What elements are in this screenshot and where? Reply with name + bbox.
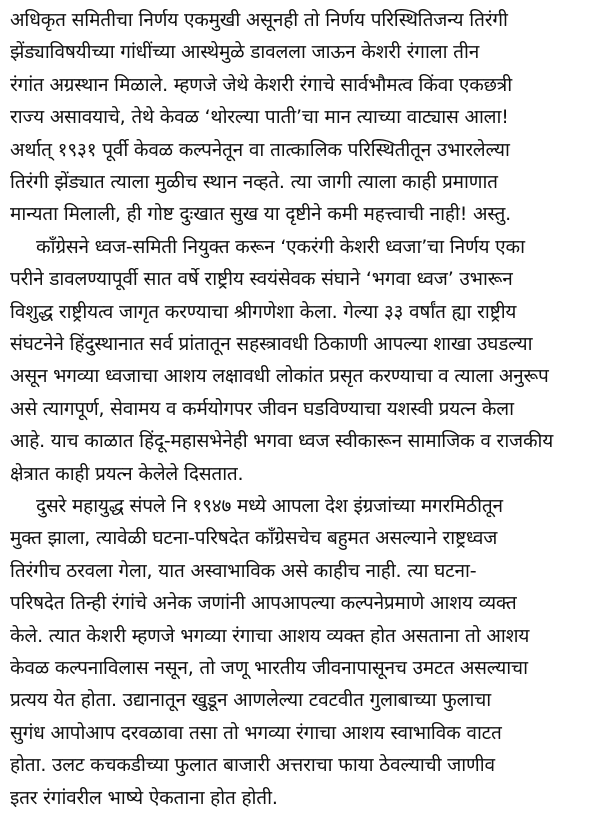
text-line: इतर रंगांवरील भाष्ये ऐकताना होत होती. xyxy=(10,786,278,809)
text-line: प्रत्यय येत होता. उद्यानातून खुडून आणलेल्या टवटवीत गुलाबाच्या फुलाचा xyxy=(10,689,491,712)
text-line: केले. त्यात केशरी म्हणजे भगव्या रंगाचा आशय व्यक्त होत असताना तो आशय xyxy=(10,624,530,647)
text-line: होता. उलट कचकडीच्या फुलात बाजारी अत्तराचा फाया ठेवल्याची जाणीव xyxy=(10,754,495,777)
text-line: राज्य असावयाचे, तेथे केवळ ‘थोरल्या पाती’चा मान त्याच्या वाट्यास आला! xyxy=(10,106,509,129)
text-line: संघटनेने हिंदुस्थानात सर्व प्रांतातून सहस्त्रावधी ठिकाणी आपल्या शाखा उघडल्या xyxy=(10,333,533,355)
text-line: क्षेत्रात काही प्रयत्न केलेले दिसतात. xyxy=(10,462,244,485)
text-line: सुगंध आपोआप दरवळावा तसा तो भगव्या रंगाचा आशय स्वाभाविक वाटत xyxy=(10,721,502,744)
text-line: विशुद्ध राष्ट्रीयत्व जागृत करण्याचा श्रीगणेशा केला. गेल्या ३३ वर्षांत ह्या राष्ट्रीय xyxy=(10,300,517,323)
text-line: तिरंगी झेंड्यात त्याला मुळीच स्थान नव्हते. त्या जागी त्याला काही प्रमाणात xyxy=(10,171,498,193)
text-line: तिरंगीच ठरवला गेला, यात अस्वाभाविक असे काहीच नाही. त्या घटना- xyxy=(10,559,477,582)
text-line: रंगांत अग्रस्थान मिळाले. म्हणजे जेथे केशरी रंगाचे सार्वभौमत्व किंवा एकछत्री xyxy=(10,73,512,96)
text-line: अधिकृत समितीचा निर्णय एकमुखी असूनही तो निर्णय परिस्थितिजन्य तिरंगी xyxy=(10,9,508,31)
text-line: असे त्यागपूर्ण, सेवामय व कर्मयोगपर जीवन घडविण्याचा यशस्वी प्रयत्न केला xyxy=(10,397,514,420)
text-line: दुसरे महायुद्ध संपले नि १९४७ मध्ये आपला देश इंग्रजांच्या मगरमिठीतून xyxy=(36,495,503,517)
text-line: केवळ कल्पनाविलास नसून, तो जणू भारतीय जीवनापासूनच उमटत असल्याचा xyxy=(10,657,528,679)
text-line: असून भगव्या ध्वजाचा आशय लक्षावधी लोकांत प्रसृत करण्याचा व त्याला अनुरूप xyxy=(10,365,549,388)
text-line: झेंड्याविषयीच्या गांधींच्या आस्थेमुळे डावलला जाऊन केशरी रंगाला तीन xyxy=(10,41,480,64)
text-line: परीने डावलण्यापूर्वी सात वर्षे राष्ट्रीय स्वयंसेवक संघाने ‘भगवा ध्वज’ उभारून xyxy=(10,268,513,291)
text-line: परिषदेत तिन्ही रंगांचे अनेक जणांनी आपआपल्या कल्पनेप्रमाणे आशय व्यक्त xyxy=(10,592,517,615)
text-line: आहे. याच काळात हिंदू-महासभेनेही भगवा ध्वज स्वीकारून सामाजिक व राजकीय xyxy=(10,430,554,453)
text-line: अर्थात् १९३१ पूर्वी केवळ कल्पनेतून वा तात्कालिक परिस्थितीतून उभारलेल्या xyxy=(10,138,510,161)
text-line: काँग्रेसने ध्वज-समिती नियुक्त करून ‘एकरंगी केशरी ध्वजा’चा निर्णय एका xyxy=(36,235,525,258)
text-line: मुक्त झाला, त्यावेळी घटना-परिषदेत काँग्रेसचेच बहुमत असल्याने राष्ट्रध्वज xyxy=(10,527,498,550)
text-line: मान्यता मिलाली, ही गोष्ट दुःखात सुख या दृष्टीने कमी महत्त्वाची नाही! अस्तु. xyxy=(10,203,511,226)
